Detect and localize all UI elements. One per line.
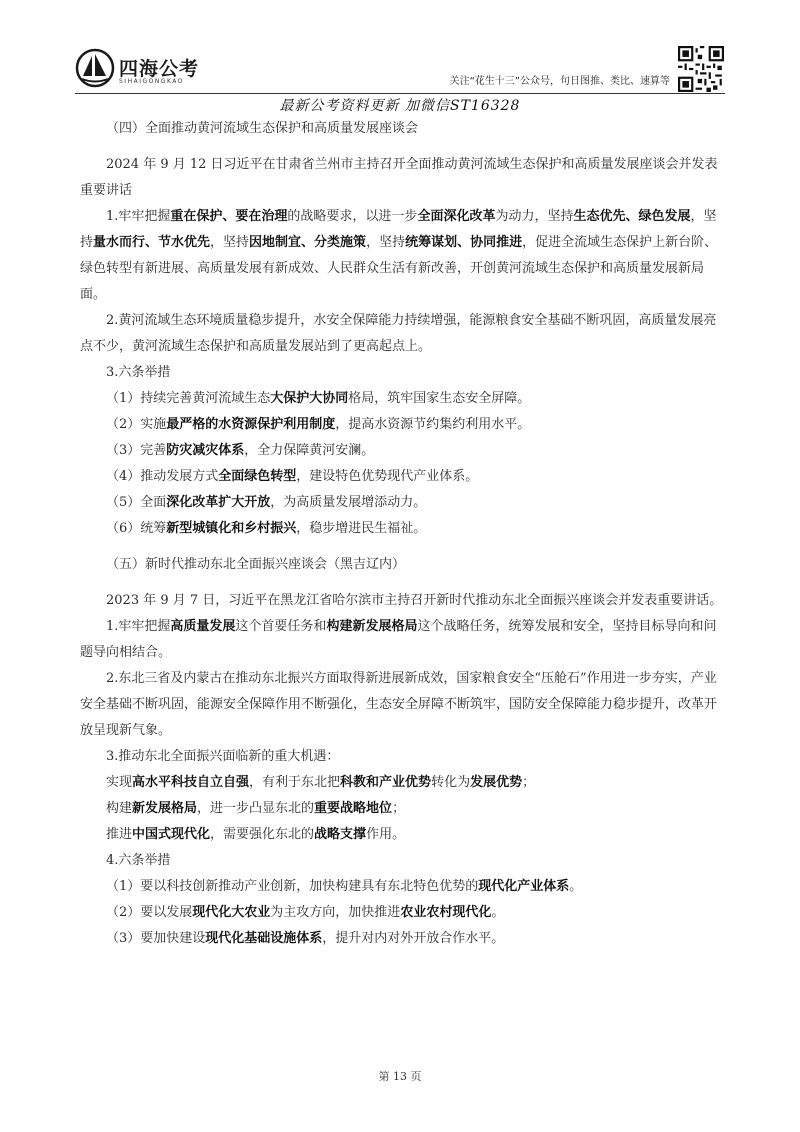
paragraph-text: 2023 年 9 月 7 日，习近平在黑龙江省哈尔滨市主持召开新时代推动东北全面振兴座谈会并发表重要讲话。 [106,593,723,608]
emphasis-text: 量水而行、节水优先 [93,235,211,250]
paragraph-text: （1）要以科技创新推动产业创新，加快构建具有东北特色优势的 [106,879,479,894]
paragraph [80,152,725,204]
emphasis-text: 中国式现代化 [132,827,211,842]
paragraph-text: （6）统筹 [106,521,167,536]
paragraph [80,360,725,386]
emphasis-text: 高水平科技自立自强 [132,775,250,790]
paragraph [80,464,725,490]
paragraph-text: ，促进全流域生态保护上新台阶、绿色转型有新进展、高质量发展有新成效、人民群众生活有新改善，开创黄河流域生态保护和高质量发展新局面。 [80,235,718,302]
paragraph-text: 构建 [106,801,133,816]
paragraph-text: ，进一步凸显东北的 [197,801,315,816]
paragraph-text: ，需要强化东北的 [210,827,315,842]
paragraph-text: 这个首要任务和 [235,619,327,634]
emphasis-text: 高质量发展 [170,619,236,634]
emphasis-text: 构建新发展格局 [326,619,418,634]
emphasis-text: 深化改革扩大开放 [166,495,271,510]
paragraph-text: 的战略要求，以进一步 [287,209,418,224]
paragraph [80,744,725,770]
paragraph-text: ； [522,775,536,790]
paragraph-text: 这个战略任务，统筹发展和安全，坚持目标导向和问题导向相结合。 [80,619,717,660]
paragraph [80,552,725,578]
paragraph-text: （1）持续完善黄河流域生态 [106,391,271,406]
emphasis-text: 新型城镇化和乡村振兴 [166,521,297,536]
paragraph [80,900,725,926]
page-header [0,0,800,100]
paragraph-text: ，为高质量发展增添动力。 [270,495,427,510]
paragraph [80,874,725,900]
paragraph [80,204,725,308]
emphasis-text: 统筹谋划、协同推进 [405,235,523,250]
paragraph [80,116,725,142]
emphasis-text: 战略支撑 [314,827,367,842]
paragraph-text: （4）推动发展方式 [106,469,219,484]
emphasis-text: 发展优势 [470,775,523,790]
sail-logo-icon [75,48,115,88]
emphasis-text: 科教和产业优势 [340,775,432,790]
paragraph [80,588,725,614]
logo-text: 四海公考 [119,58,200,80]
paragraph-text: 4.六条举措 [106,853,171,868]
paragraph-text: 2.东北三省及内蒙古在推动东北振兴方面取得新进展新成效，国家粮食安全“压舱石”作用进一步夯实，产业安全基础不断巩固，能源安全保障作用不断强化，生态安全屏障不断筑牢，国防安全保障能力稳步提升，改革开放呈现新气象。 [80,671,718,738]
paragraph-text: ，提高水资源节约集约利用水平。 [335,417,531,432]
paragraph-text: ； [392,801,406,816]
paragraph-text: ，稳步增进民生福祉。 [296,521,427,536]
paragraph [80,666,725,744]
paragraph-text: （5）全面 [106,495,167,510]
emphasis-text: 大保护大协同 [270,391,349,406]
paragraph-text: （2）要以发展 [106,905,193,920]
emphasis-text: 农业农村现代化 [400,905,492,920]
paragraph-text: 。 [491,905,505,920]
brand-logo [75,48,205,92]
paragraph [80,796,725,822]
paragraph [80,490,725,516]
paragraph-text: （五）新时代推动东北全面振兴座谈会（黑吉辽内） [106,557,406,572]
paragraph-text: 3.推动东北全面振兴面临新的重大机遇： [106,749,340,764]
logo-subtext: SIHAIGONGKAO [119,78,185,85]
paragraph-text: 推进 [106,827,133,842]
paragraph-text: ，全力保障黄河安澜。 [244,443,375,458]
emphasis-text: 重要战略地位 [314,801,393,816]
paragraph [80,438,725,464]
paragraph-text: ，有利于东北把 [249,775,341,790]
paragraph-text: 。 [569,879,583,894]
emphasis-text: 生态优先、绿色发展 [573,209,691,224]
paragraph-text: （四）全面推动黄河流域生态保护和高质量发展座谈会 [106,121,419,136]
emphasis-text: 新发展格局 [132,801,198,816]
header-rule [75,93,725,94]
emphasis-text: 现代化产业体系 [478,879,570,894]
emphasis-text: 现代化大农业 [192,905,271,920]
paragraph-text: ，坚持 [210,235,250,250]
resource-notice: 最新公考资料更新 加微信ST16328 [279,98,521,114]
paragraph-text: ，坚持 [366,235,406,250]
paragraph-text: 格局，筑牢国家生态安全屏障。 [348,391,531,406]
paragraph [80,412,725,438]
paragraph [80,614,725,666]
paragraph-text: 1.牢牢把握 [106,619,171,634]
paragraph [80,770,725,796]
paragraph-text: 为动力，坚持 [495,209,574,224]
emphasis-text: 防灾减灾体系 [166,443,245,458]
paragraph [80,822,725,848]
paragraph-text: 2.黄河流域生态环境质量稳步提升，水安全保障能力持续增强，能源粮食安全基础不断巩固，高质量发展亮点不少，黄河流域生态保护和高质量发展站到了更高起点上。 [80,313,717,354]
paragraph-text: （2）实施 [106,417,167,432]
emphasis-text: 全面深化改革 [417,209,496,224]
page-number: 第 13 页 [378,1070,422,1083]
paragraph-text: 1.牢牢把握 [106,209,171,224]
paragraph [80,516,725,542]
emphasis-text: 最严格的水资源保护利用制度 [166,417,336,432]
emphasis-text: 全面绿色转型 [218,469,297,484]
paragraph-text: 3.六条举措 [106,365,171,380]
paragraph-text: 作用。 [366,827,406,842]
qr-code-icon[interactable] [678,46,724,92]
paragraph-text: 为主攻方向，加快推进 [270,905,401,920]
paragraph-text: ，坚持 [80,209,717,250]
paragraph-text: 实现 [106,775,133,790]
paragraph-text: （3）要加快建设 [106,931,206,946]
paragraph-text: ，建设特色优势现代产业体系。 [296,469,479,484]
emphasis-text: 重在保护、要在治理 [170,209,288,224]
paragraph [80,308,725,360]
paragraph [80,386,725,412]
emphasis-text: 因地制宜、分类施策 [249,235,367,250]
emphasis-text: 现代化基础设施体系 [205,931,323,946]
paragraph-text: （3）完善 [106,443,167,458]
paragraph [80,926,725,952]
document-body [80,116,725,952]
follow-notice: 关注“花生十三”公众号，句日图推、类比、速算等 [449,76,670,87]
paragraph [80,848,725,874]
paragraph-text: 2024 年 9 月 12 日习近平在甘肃省兰州市主持召开全面推动黄河流域生态保护和高质量发展座谈会并发表重要讲话 [80,157,718,198]
paragraph-text: ，提升对内对外开放合作水平。 [322,931,505,946]
paragraph-text: 转化为 [431,775,471,790]
